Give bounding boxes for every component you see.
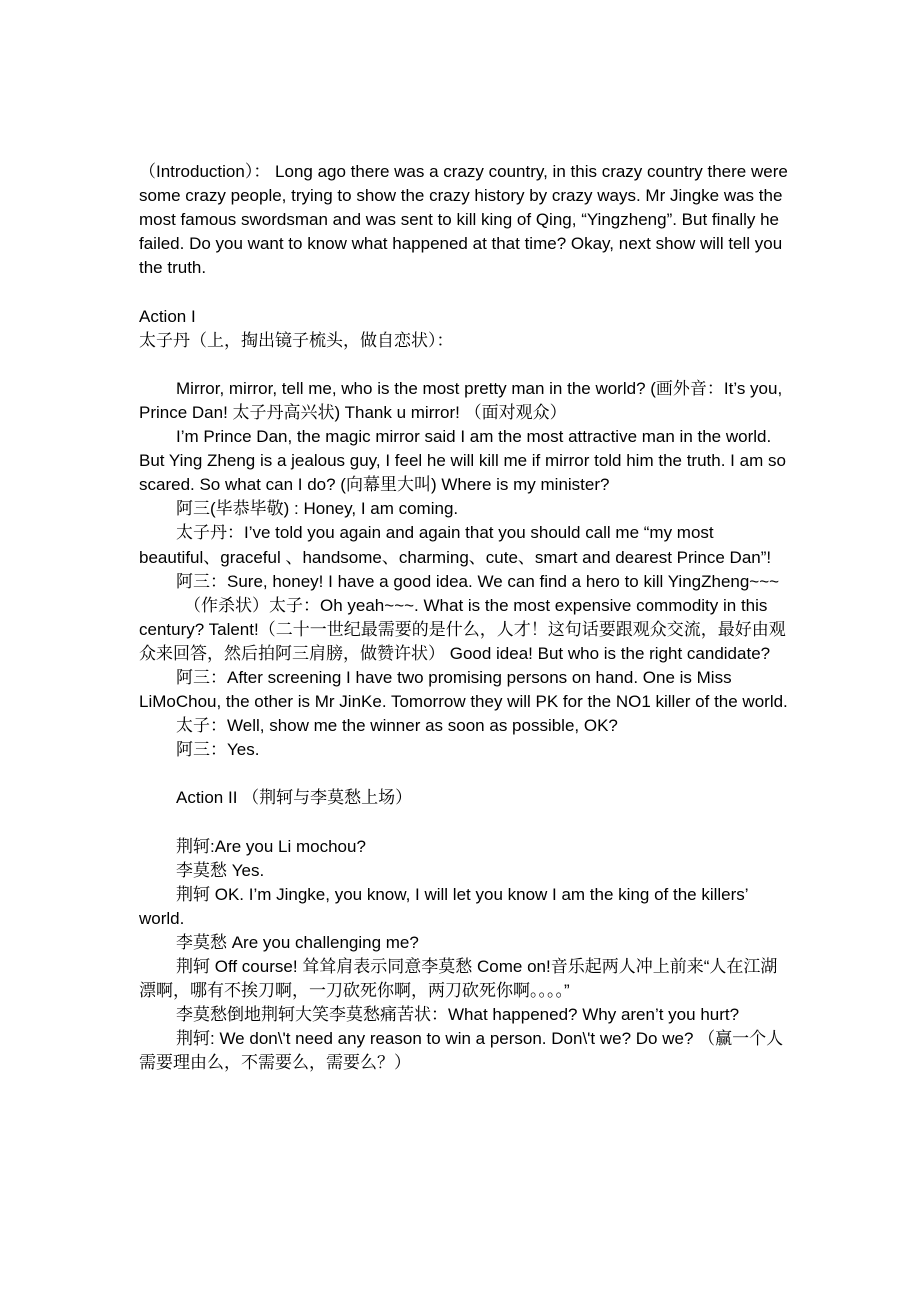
script-paragraph: 李莫愁倒地荆轲大笑李莫愁痛苦状：What happened? Why aren’t you hurt? bbox=[176, 1005, 740, 1025]
script-paragraph: （作杀状）太子：Oh yeah~~~. What is the most expensive commodity in this century? Talent!（二十一世纪最需要的是什么，人才！这句话要跟观众交流，最好由观众来回答，然后拍阿三肩膀，做赞许状） Good idea! But who is the right candidate? bbox=[139, 595, 786, 663]
action-one-stage-direction: 太子丹（上，掏出镜子梳头，做自恋状）： bbox=[139, 330, 454, 350]
script-paragraph: 荆轲 OK. I’m Jingke, you know, I will let you know I am the king of the killers’ world. bbox=[139, 884, 748, 928]
blank-line bbox=[139, 762, 794, 786]
script-paragraph: 阿三：Sure, honey! I have a good idea. We can find a hero to kill YingZheng~~~ bbox=[176, 571, 780, 591]
introduction-paragraph: （Introduction）： Long ago there was a crazy country, in this crazy country there were some crazy people, trying to show the crazy history by crazy ways. Mr Jingke was the most famous swordsman and was sent to kill king of Qing, “Yingzheng”. But finally he failed. Do you want to know what happened at that time? Okay, next show will tell you the truth. bbox=[139, 162, 788, 278]
script-paragraph: 荆轲:Are you Li mochou? bbox=[176, 836, 366, 856]
action-one-heading: Action I bbox=[139, 306, 196, 326]
script-paragraph: 太子丹：I’ve told you again and again that you should call me “my most beautiful、graceful 、handsome、charming、cute、smart and dearest Prince Dan”! bbox=[139, 523, 772, 567]
script-paragraph: 阿三(毕恭毕敬) : Honey, I am coming. bbox=[176, 499, 459, 519]
script-paragraph: 荆轲 Off course! 耸耸肩表示同意李莫愁 Come on!音乐起两人冲上前来“人在江湖漂啊，哪有不挨刀啊，一刀砍死你啊，两刀砍死你啊。。。。” bbox=[139, 957, 778, 1001]
blank-line bbox=[139, 353, 794, 377]
blank-line bbox=[139, 280, 794, 304]
document-page bbox=[139, 160, 794, 1076]
script-paragraph: 阿三：After screening I have two promising persons on hand. One is Miss LiMoChou, the other is Mr JinKe. Tomorrow they will PK for the NO1 killer of the world. bbox=[139, 667, 788, 712]
script-paragraph: 太子：Well, show me the winner as soon as possible, OK? bbox=[176, 716, 618, 736]
script-paragraph: 李莫愁 Yes. bbox=[176, 860, 265, 880]
script-paragraph: 阿三：Yes. bbox=[176, 740, 260, 760]
blank-line bbox=[139, 811, 794, 835]
script-paragraph: Mirror, mirror, tell me, who is the most pretty man in the world? (画外音：It’s you, Prince Dan! 太子丹高兴状) Thank u mirror! （面对观众） bbox=[139, 378, 783, 422]
script-paragraph: 荆轲: We don\'t need any reason to win a person. Don\'t we? Do we? （赢一个人需要理由么，不需要么，需要么？） bbox=[139, 1029, 784, 1073]
script-paragraph: 李莫愁 Are you challenging me? bbox=[176, 933, 419, 952]
action-two-heading: Action II （荆轲与李莫愁上场） bbox=[176, 788, 413, 808]
script-paragraph: I’m Prince Dan, the magic mirror said I am the most attractive man in the world. But Ying Zheng is a jealous guy, I feel he will kill me if mirror told him the truth. I am so scared. So what can I do? (向幕里大叫) Where is my minister? bbox=[139, 427, 786, 495]
